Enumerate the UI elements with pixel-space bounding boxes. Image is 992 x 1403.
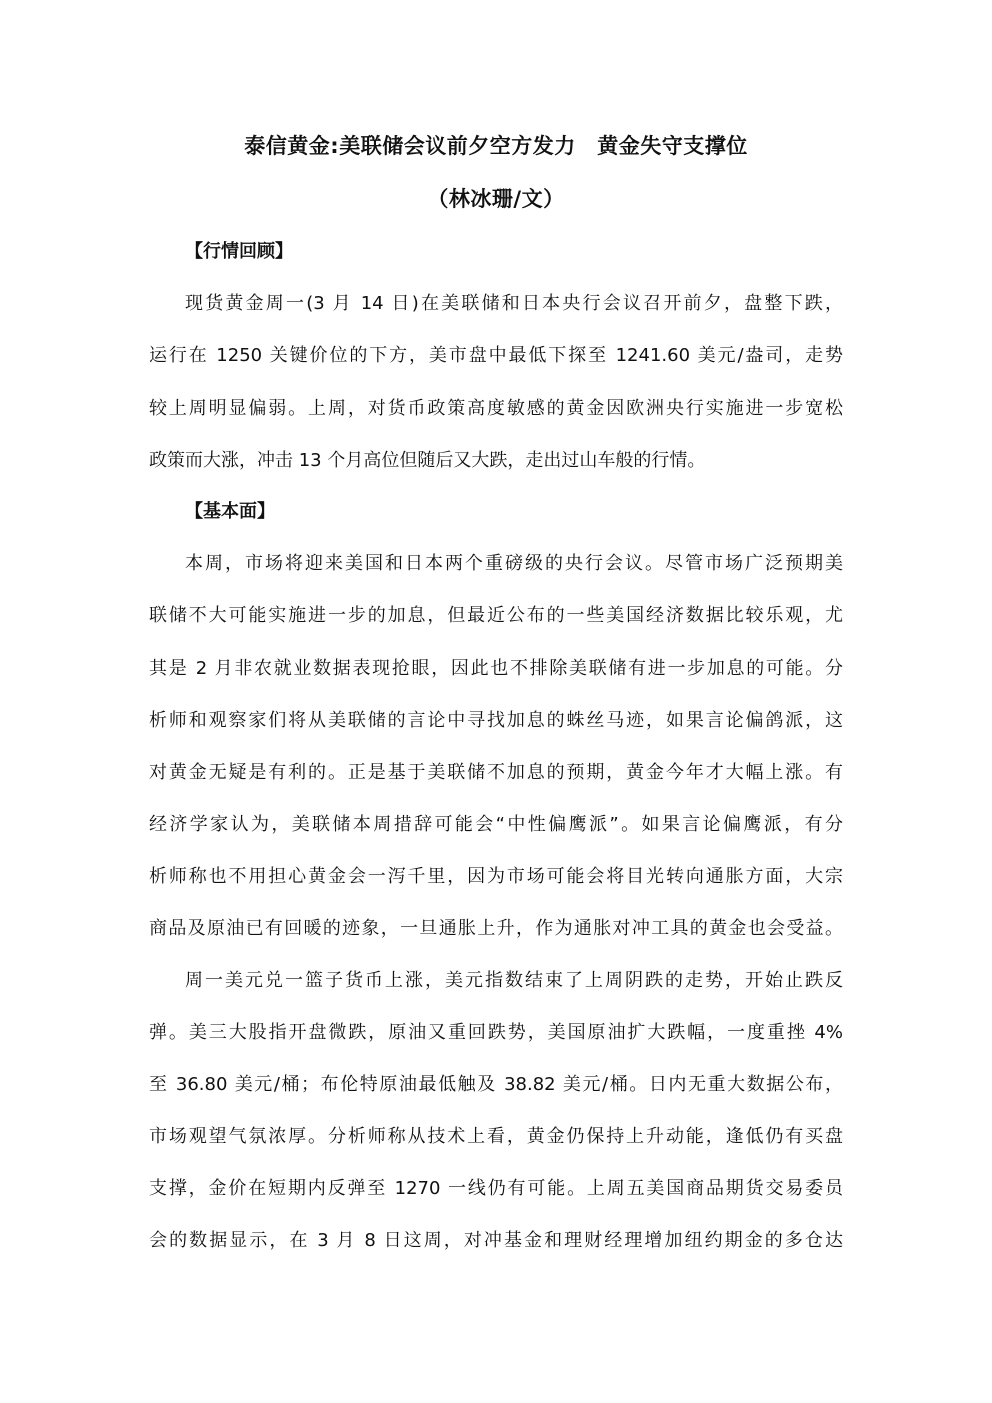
paragraph-line: 运行在 1250 关键价位的下方，美市盘中最低下探至 1241.60 美元/盎司，走势 [149, 345, 843, 366]
paragraph-line: 市场观望气氛浓厚。分析师称从技术上看，黄金仍保持上升动能，逢低仍有买盘 [149, 1126, 843, 1147]
paragraph-line: 政策而大涨，冲击 13 个月高位但随后又大跌，走出过山车般的行情。 [149, 450, 706, 471]
paragraph-line: 现货黄金周一(3 月 14 日)在美联储和日本央行会议召开前夕，盘整下跌， [185, 293, 843, 314]
paragraph-line: 析师称也不用担心黄金会一泻千里，因为市场可能会将目光转向通胀方面，大宗 [149, 866, 843, 887]
paragraph-line: 析师和观察家们将从美联储的言论中寻找加息的蛛丝马迹，如果言论偏鸽派，这 [149, 710, 843, 731]
paragraph-line: 弹。美三大股指开盘微跌，原油又重回跌势，美国原油扩大跌幅，一度重挫 4% [149, 1022, 843, 1043]
paragraph-line: 对黄金无疑是有利的。正是基于美联储不加息的预期，黄金今年才大幅上涨。有 [149, 762, 843, 783]
paragraph-line: 较上周明显偏弱。上周，对货币政策高度敏感的黄金因欧洲央行实施进一步宽松 [149, 398, 843, 419]
paragraph-line: 支撑，金价在短期内反弹至 1270 一线仍有可能。上周五美国商品期货交易委员 [149, 1178, 843, 1199]
paragraph-line: 本周，市场将迎来美国和日本两个重磅级的央行会议。尽管市场广泛预期美 [185, 553, 843, 574]
paragraph-line: 至 36.80 美元/桶；布伦特原油最低触及 38.82 美元/桶。日内无重大数据公布， [149, 1074, 843, 1095]
section-heading-market-review: 【行情回顾】 [185, 241, 293, 262]
paragraph-line: 周一美元兑一篮子货币上涨，美元指数结束了上周阴跌的走势，开始止跌反 [185, 970, 843, 991]
paragraph-line: 其是 2 月非农就业数据表现抢眼，因此也不排除美联储有进一步加息的可能。分 [149, 658, 843, 679]
paragraph-line: 商品及原油已有回暖的迹象，一旦通胀上升，作为通胀对冲工具的黄金也会受益。 [149, 918, 843, 939]
paragraph-line: 会的数据显示，在 3 月 8 日这周，对冲基金和理财经理增加纽约期金的多仓达 [149, 1230, 843, 1251]
document-author: （林冰珊/文） [427, 187, 565, 211]
paragraph-line: 联储不大可能实施进一步的加息，但最近公布的一些美国经济数据比较乐观，尤 [149, 605, 843, 626]
section-heading-fundamentals: 【基本面】 [185, 501, 275, 522]
paragraph-line: 经济学家认为，美联储本周措辞可能会“中性偏鹰派”。如果言论偏鹰派，有分 [149, 814, 843, 835]
document-title: 泰信黄金:美联储会议前夕空方发力 黄金失守支撑位 [244, 134, 748, 158]
